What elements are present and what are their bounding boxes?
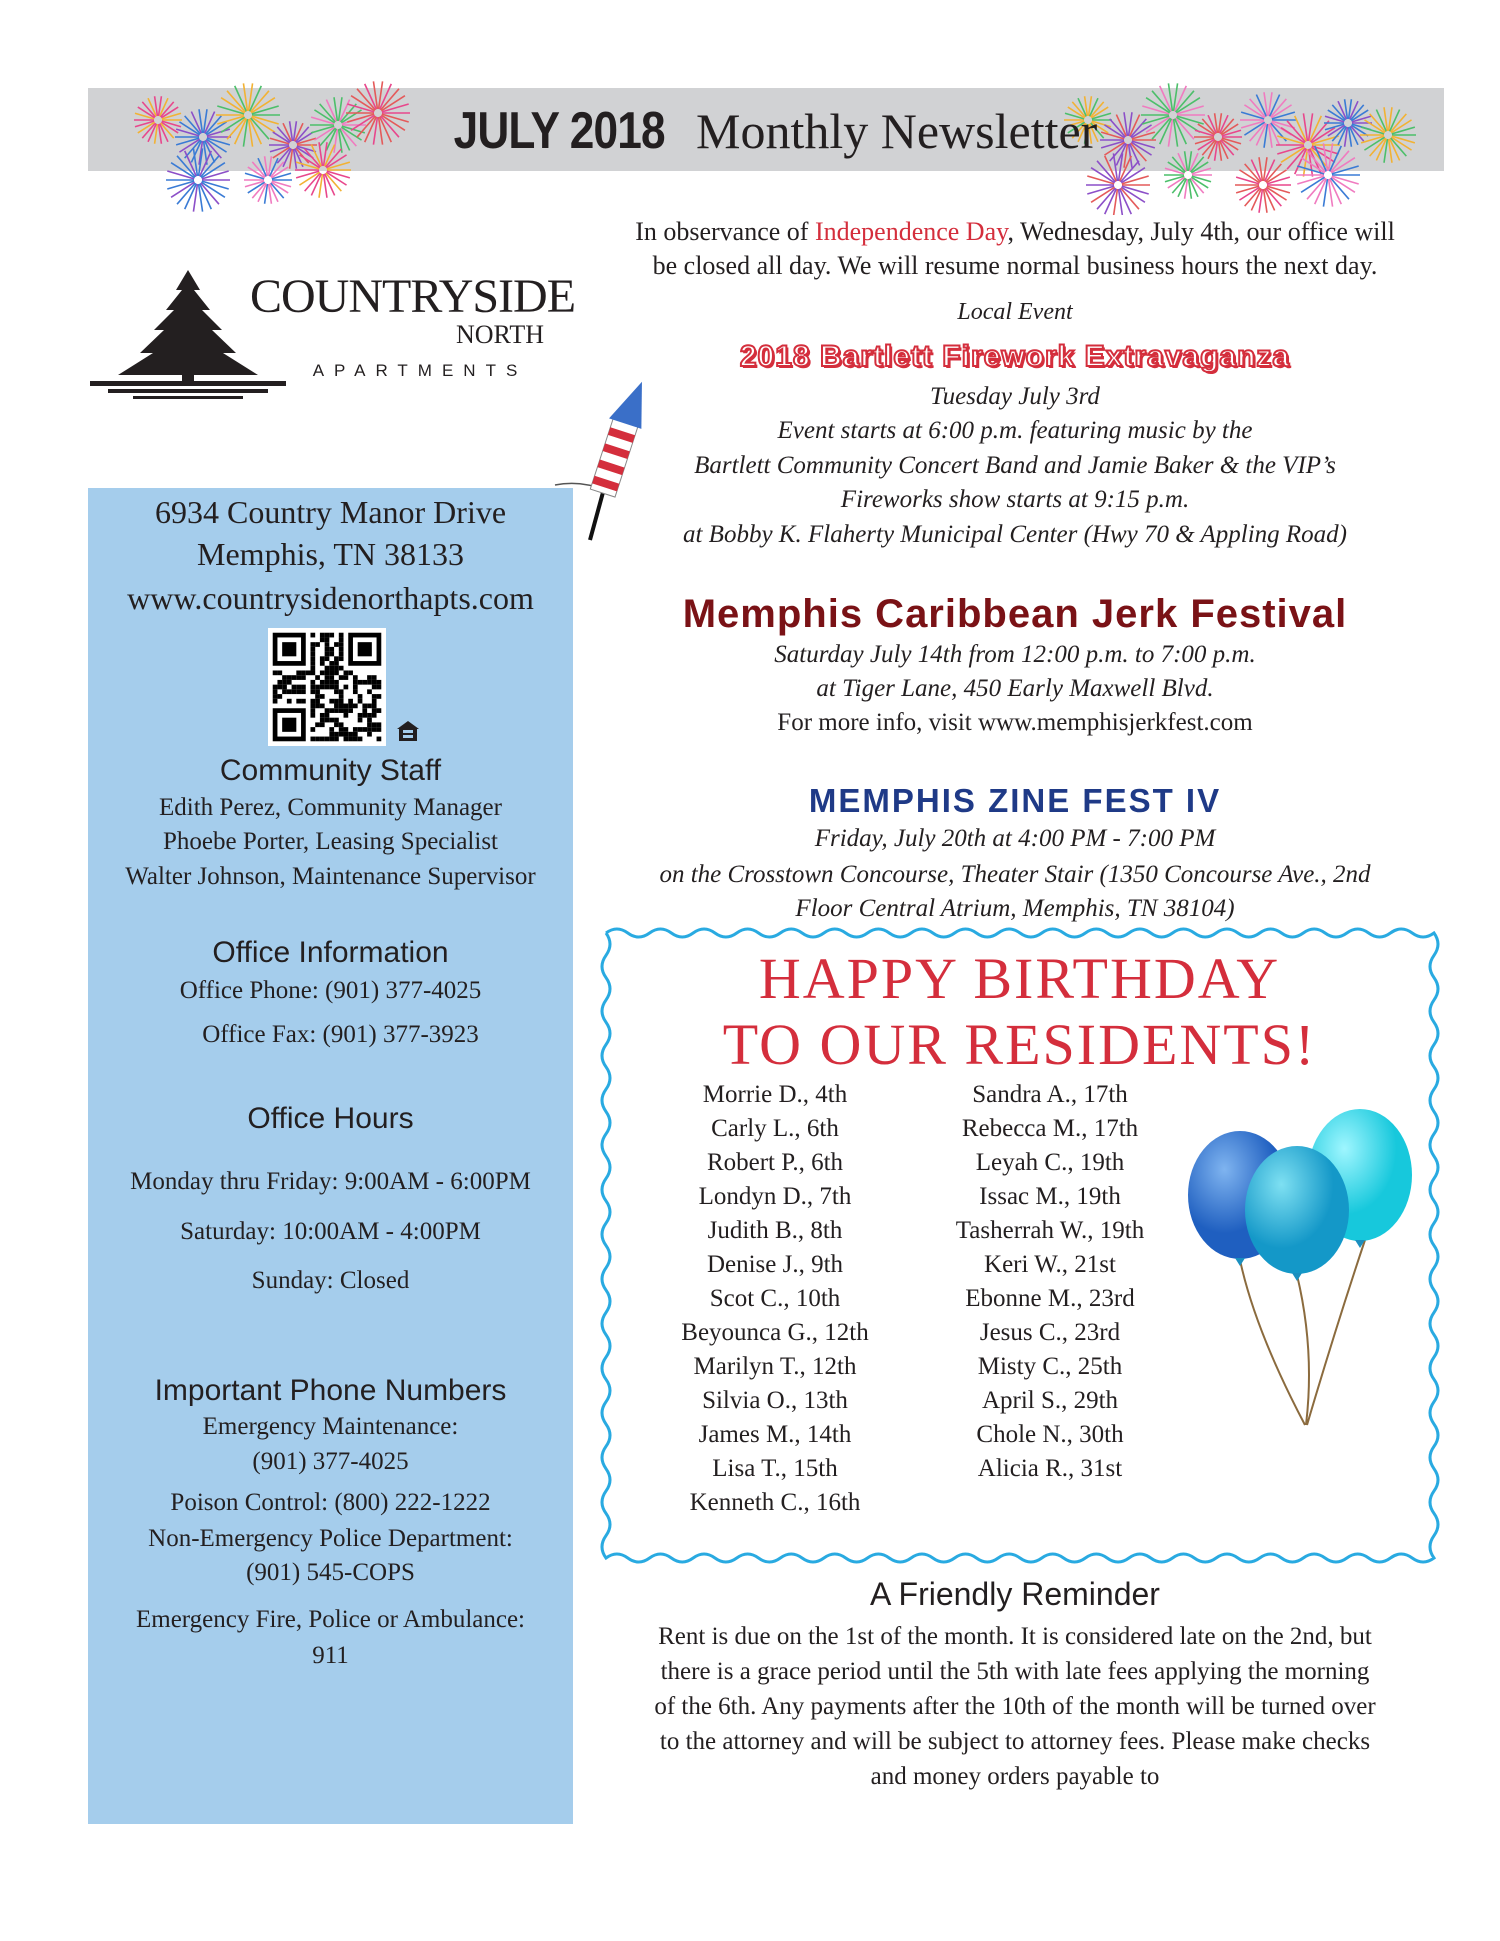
address-street: 6934 Country Manor Drive [154, 494, 507, 530]
local-event-label: Local Event [957, 299, 1073, 325]
birthday-list-col2 [925, 1078, 1175, 1486]
birthday-entry: Morrie D., 4th [702, 1081, 848, 1108]
hours-saturday: Saturday: 10:00AM - 4:00PM [180, 1218, 481, 1245]
birthday-entry: Scot C., 10th [709, 1285, 841, 1312]
jerk-line: at Tiger Lane, 450 Early Maxwell Blvd. [816, 675, 1214, 702]
event-line: Event starts at 6:00 p.m. featuring music by the [777, 417, 1253, 444]
birthday-entry: Rebecca M., 17th [961, 1115, 1139, 1142]
phone-line: 911 [312, 1642, 349, 1669]
firework-burst [1235, 157, 1291, 212]
birthday-entry: Robert P., 6th [706, 1149, 844, 1176]
logo-name-2: NORTH [456, 320, 544, 349]
hours-weekday: Monday thru Friday: 9:00AM - 6:00PM [130, 1168, 531, 1195]
birthday-entry: Londyn D., 7th [698, 1183, 852, 1210]
title-rest: Monthly Newsletter [696, 103, 1098, 159]
office-phone: Office Phone: (901) 377-4025 [179, 977, 482, 1004]
birthday-entry: Sandra A., 17th [972, 1081, 1128, 1108]
phone-line: (901) 377-4025 [252, 1448, 409, 1475]
birthday-entry: Denise J., 9th [706, 1251, 844, 1278]
qr-code[interactable] [268, 628, 386, 746]
birthday-entry: Carly L., 6th [711, 1115, 839, 1142]
birthday-entry: Chole N., 30th [976, 1421, 1124, 1448]
event-line: Fireworks show starts at 9:15 p.m. [840, 486, 1190, 513]
birthday-entry: Tasherrah W., 19th [955, 1217, 1145, 1244]
birthday-entry: Keri W., 21st [984, 1251, 1116, 1278]
jerk-line: Saturday July 14th from 12:00 p.m. to 7:00 p.m. [774, 641, 1256, 668]
bartlett-event-title: 2018 Bartlett Firework Extravaganza [739, 340, 1291, 373]
closure-notice-line1 [590, 215, 1440, 249]
phone-line: Emergency Maintenance: [202, 1413, 459, 1440]
reminder-line: to the attorney and will be subject to attorney fees. Please make checks [659, 1728, 1371, 1755]
birthday-list-col1 [655, 1078, 895, 1520]
staff-member: Edith Perez, Community Manager [159, 794, 502, 821]
reminder-line: Rent is due on the 1st of the month. It is considered late on the 2nd, but [658, 1623, 1372, 1650]
birthday-title-1: HAPPY BIRTHDAY [758, 946, 1281, 1011]
birthday-entry: Lisa T., 15th [712, 1455, 838, 1482]
hours-sunday: Sunday: Closed [251, 1267, 410, 1294]
birthday-entry: Kenneth C., 16th [689, 1489, 861, 1516]
equal-housing-icon [396, 720, 420, 742]
phone-line: Poison Control: (800) 222-1222 [170, 1489, 491, 1516]
event-line: at Bobby K. Flaherty Municipal Center (Hwy 70 & Appling Road) [682, 521, 1348, 548]
closure-notice-line2: be closed all day. We will resume normal business hours the next day. [652, 251, 1378, 280]
office-fax: Office Fax: (901) 377-3923 [202, 1021, 479, 1048]
logo-name-1: COUNTRYSIDE [250, 270, 576, 323]
jerk-website[interactable]: For more info, visit www.memphisjerkfest.com [777, 709, 1253, 736]
holiday-name: Independence Day [814, 217, 1008, 246]
newsletter-title [88, 100, 1444, 163]
zine-line: Floor Central Atrium, Memphis, TN 38104) [795, 895, 1235, 922]
birthday-entry: Misty C., 25th [977, 1353, 1123, 1380]
event-line: Bartlett Community Concert Band and Jamie Baker & the VIP’s [694, 452, 1336, 479]
phone-line: Emergency Fire, Police or Ambulance: [135, 1606, 525, 1633]
reminder-line: there is a grace period until the 5th with late fees applying the morning [660, 1658, 1370, 1685]
address-city: Memphis, TN 38133 [197, 536, 464, 572]
birthday-entry: April S., 29th [981, 1387, 1119, 1414]
birthday-entry: Judith B., 8th [707, 1217, 843, 1244]
event-line: Tuesday July 3rd [930, 383, 1100, 410]
birthday-entry: James M., 14th [698, 1421, 852, 1448]
birthday-entry: Beyounca G., 12th [681, 1319, 869, 1346]
reminder-line: of the 6th. Any payments after the 10th of the month will be turned over [654, 1693, 1376, 1720]
website-link[interactable]: www.countrysidenorthapts.com [127, 580, 534, 616]
staff-member: Walter Johnson, Maintenance Supervisor [125, 863, 536, 890]
birthday-entry: Issac M., 19th [979, 1183, 1121, 1210]
phone-line: Non-Emergency Police Department: [148, 1525, 513, 1552]
office-hours-heading: Office Hours [247, 1102, 414, 1135]
office-info-heading: Office Information [212, 936, 449, 969]
birthday-entry: Alicia R., 31st [977, 1455, 1123, 1482]
reminder-heading: A Friendly Reminder [870, 1576, 1160, 1612]
birthday-entry: Silvia O., 13th [702, 1387, 848, 1414]
birthday-entry: Marilyn T., 12th [693, 1353, 857, 1380]
notice-text: , Wednesday, July 4th, our office will [1007, 217, 1395, 246]
zine-line: Friday, July 20th at 4:00 PM - 7:00 PM [814, 825, 1216, 852]
zine-line: on the Crosstown Concourse, Theater Stair (1350 Concourse Ave., 2nd [659, 861, 1371, 888]
phone-line: (901) 545-COPS [246, 1559, 415, 1586]
notice-text: In observance of [635, 217, 815, 246]
phones-heading: Important Phone Numbers [154, 1374, 507, 1407]
birthday-title-2: TO OUR RESIDENTS! [722, 1012, 1317, 1077]
zine-fest-title: MEMPHIS ZINE FEST IV [808, 782, 1222, 819]
title-month: JULY 2018 [453, 102, 665, 160]
reminder-line: and money orders payable to [870, 1763, 1160, 1790]
logo-name-3: APARTMENTS [312, 361, 528, 380]
balloons-icon [1185, 1100, 1420, 1430]
birthday-entry: Jesus C., 23rd [979, 1319, 1121, 1346]
staff-heading: Community Staff [219, 754, 442, 787]
jerk-festival-title: Memphis Caribbean Jerk Festival [682, 592, 1348, 636]
birthday-entry: Ebonne M., 23rd [965, 1285, 1135, 1312]
staff-member: Phoebe Porter, Leasing Specialist [162, 828, 499, 855]
birthday-entry: Leyah C., 19th [975, 1149, 1125, 1176]
